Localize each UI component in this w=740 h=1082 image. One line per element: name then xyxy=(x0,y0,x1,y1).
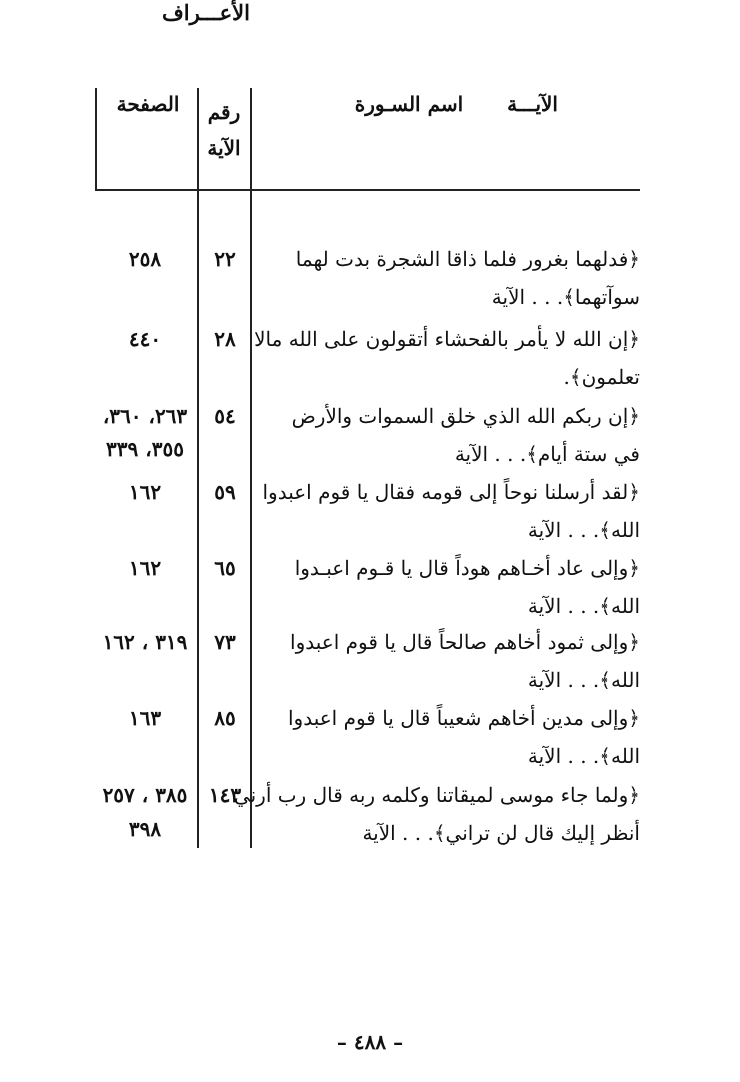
page-ref: ٣٩٨ xyxy=(128,817,162,841)
ayah-text-line: أنظر إليك قال لن تراني﴾. . . الآية xyxy=(362,821,640,845)
ayah-text-line: تعلمون﴾. xyxy=(563,365,640,389)
header-ayah-label: الآيـــة xyxy=(507,92,558,116)
page-ref: ٣١٩ ، ١٦٢ xyxy=(102,630,188,654)
column-divider-left xyxy=(95,88,97,190)
ayah-text-line: ﴿وإلى ثمود أخاهم صالحاً قال يا قوم اعبدوا xyxy=(290,630,640,654)
header-ayah-surah xyxy=(318,92,558,116)
ayah-number: ٢٢ xyxy=(214,247,236,271)
ayah-number: ٨٥ xyxy=(214,706,236,730)
header-page: الصفحة xyxy=(116,92,180,116)
header-surah-label: اسم السـورة xyxy=(354,92,464,116)
ayah-text-line: ﴿إن الله لا يأمر بالفحشاء أتقولون على الله مالا xyxy=(254,327,640,351)
ayah-number: ٦٥ xyxy=(214,556,236,580)
page-ref: ٣٥٥، ٣٣٩ xyxy=(106,437,184,461)
page-ref: ٤٤٠ xyxy=(128,327,162,351)
page-ref: ٣٨٥ ، ٢٥٧ xyxy=(102,783,188,807)
surah-title: الأعـــراف xyxy=(162,0,250,25)
ayah-text-line: الله﴾. . . الآية xyxy=(527,744,640,768)
ayah-text-line: الله﴾. . . الآية xyxy=(527,518,640,542)
page-ref: ٢٦٣، ٣٦٠، xyxy=(102,404,188,428)
page-ref: ١٦٣ xyxy=(128,706,162,730)
ayah-number: ٢٨ xyxy=(214,327,236,351)
ayah-number: ٥٩ xyxy=(214,480,236,504)
ayah-number: ٥٤ xyxy=(214,404,236,428)
page-ref: ٢٥٨ xyxy=(128,247,162,271)
page-number: – ٤٨٨ – xyxy=(336,1030,404,1054)
ayah-text-line: في ستة أيام﴾. . . الآية xyxy=(454,442,640,466)
column-divider-pages xyxy=(197,88,199,848)
ayah-text-line: الله﴾. . . الآية xyxy=(527,594,640,618)
column-divider-ayah xyxy=(250,88,252,848)
ayah-number: ١٤٣ xyxy=(208,783,242,807)
ayah-text-line: ﴿ولما جاء موسى لميقاتنا وكلمه ربه قال رب أرني xyxy=(233,783,640,807)
ayah-text-line: ﴿فدلهما بغرور فلما ذاقا الشجرة بدت لهما xyxy=(295,247,640,271)
ayah-text-line: ﴿وإلى عاد أخـاهم هوداً قال يا قـوم اعبـدوا xyxy=(294,556,640,580)
ayah-text-line: الله﴾. . . الآية xyxy=(527,668,640,692)
header-rule xyxy=(95,189,640,191)
ayah-text-line: ﴿لقد أرسلنا نوحاً إلى قومه فقال يا قوم اعبدوا xyxy=(262,480,640,504)
header-ayah-number: رقم الآية xyxy=(207,100,241,160)
ayah-number: ٧٣ xyxy=(214,630,236,654)
ayah-text-line: ﴿إن ربكم الله الذي خلق السموات والأرض xyxy=(291,404,640,428)
page-ref: ١٦٢ xyxy=(128,480,162,504)
page-ref: ١٦٢ xyxy=(128,556,162,580)
ayah-text-line: سوآتهما﴾. . . الآية xyxy=(491,285,640,309)
ayah-text-line: ﴿وإلى مدين أخاهم شعيباً قال يا قوم اعبدوا xyxy=(287,706,640,730)
